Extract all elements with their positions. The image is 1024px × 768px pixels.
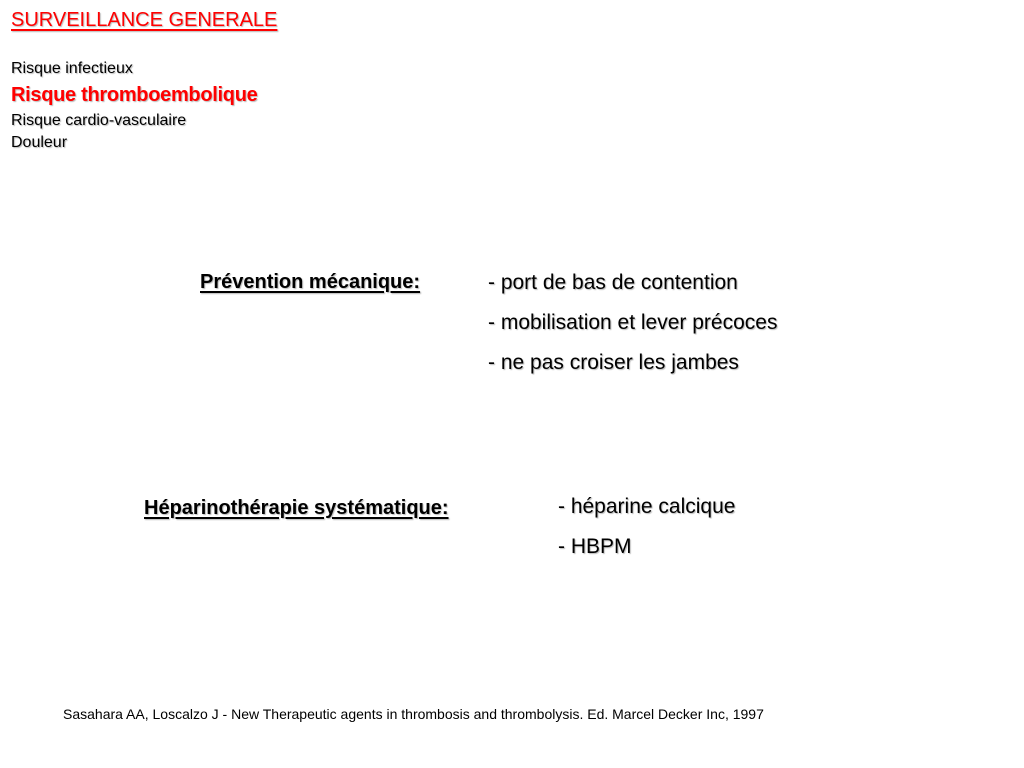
list-item: - ne pas croiser les jambes xyxy=(488,351,739,374)
list-item: - port de bas de contention xyxy=(488,271,738,294)
risk-item-thromboembolic: Risque thromboembolique xyxy=(11,84,258,106)
page-title: SURVEILLANCE GENERALE xyxy=(11,9,278,31)
list-item: - héparine calcique xyxy=(558,495,736,518)
mechanical-prevention-list xyxy=(488,263,777,383)
risk-item-cardiovascular: Risque cardio-vasculaire xyxy=(11,112,187,129)
risk-item-pain: Douleur xyxy=(11,134,68,151)
reference-citation: Sasahara AA, Loscalzo J - New Therapeutic agents in thrombosis and thrombolysis. Ed. Marcel Decker Inc, 1997 xyxy=(63,706,764,722)
risk-item-infectious: Risque infectieux xyxy=(11,60,133,77)
list-item: - mobilisation et lever précoces xyxy=(488,311,778,334)
risk-list xyxy=(11,58,431,154)
mechanical-prevention-label: Prévention mécanique: xyxy=(200,271,421,293)
list-item: - HBPM xyxy=(558,535,632,558)
heparin-therapy-label: Héparinothérapie systématique: xyxy=(144,497,449,519)
heparin-therapy-list xyxy=(558,487,735,567)
